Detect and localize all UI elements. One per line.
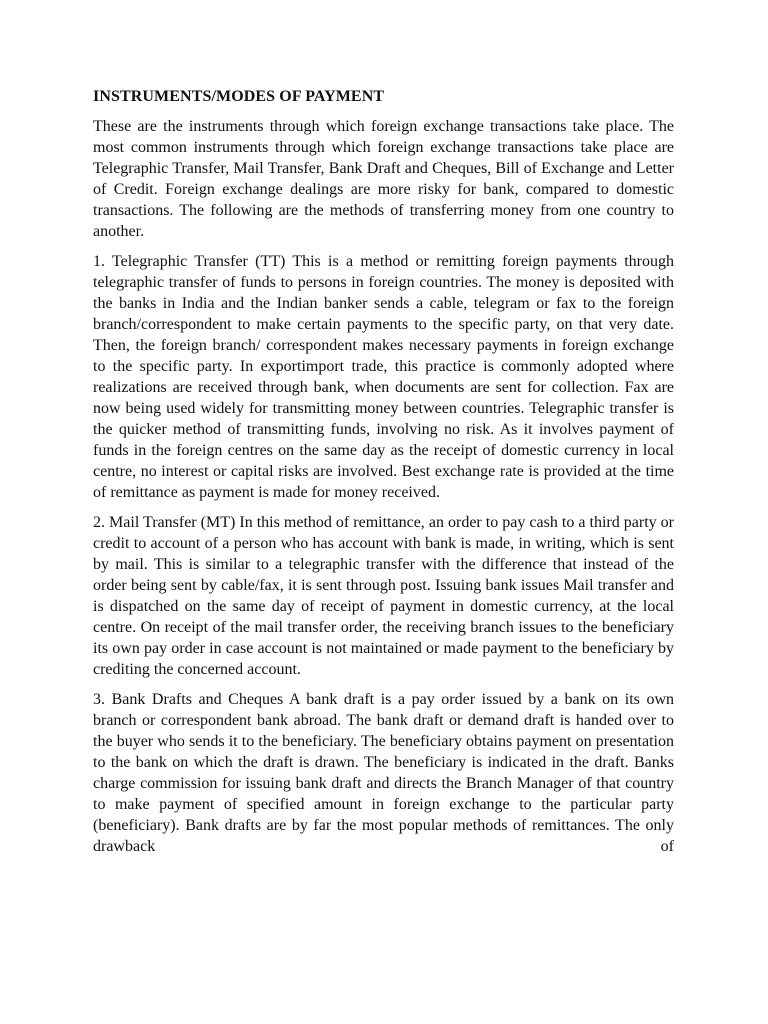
paragraph-intro: These are the instruments through which foreign exchange transactions take place. The most common instruments through which foreign exchange transactions take place are Telegraphic Transfer, Mail Transfer, Bank Draft and Cheques, Bill of Exchange and Letter of Credit. Foreign exchange dealings are more risky for bank, compared to domestic transactions. The following are the methods of transferring money from one country to another. (93, 118, 674, 240)
document-heading: INSTRUMENTS/MODES OF PAYMENT (93, 88, 385, 105)
document-page (93, 86, 674, 866)
paragraph-mail-transfer: 2. Mail Transfer (MT) In this method of remittance, an order to pay cash to a third party or credit to account of a person who has account with bank is made, in writing, which is sent by mail. This is similar to a telegraphic transfer with the difference that instead of the order being sent by cable/fax, it is sent through post. Issuing bank issues Mail transfer and is dispatched on the same day of receipt of payment in domestic currency, at the local centre. On receipt of the mail transfer order, the receiving branch issues to the beneficiary its own pay order in case account is not maintained or made payment to the beneficiary by crediting the concerned account. (93, 514, 674, 678)
paragraph-bank-drafts: 3. Bank Drafts and Cheques A bank draft is a pay order issued by a bank on its own branch or correspondent bank abroad. The bank draft or demand draft is handed over to the buyer who sends it to the beneficiary. The beneficiary obtains payment on presentation to the bank on which the draft is drawn. The beneficiary is indicated in the draft. Banks charge commission for issuing bank draft and directs the Branch Manager of that country to make payment of specified amount in foreign exchange to the particular party (beneficiary). Bank drafts are by far the most popular methods of remittances. The only drawback of (93, 691, 674, 855)
paragraph-telegraphic-transfer: 1. Telegraphic Transfer (TT) This is a method or remitting foreign payments through telegraphic transfer of funds to persons in foreign countries. The money is deposited with the banks in India and the Indian banker sends a cable, telegram or fax to the foreign branch/correspondent to make certain payments to the specific party, on that very date. Then, the foreign branch/ correspondent makes necessary payments in foreign exchange to the specific party. In exportimport trade, this practice is commonly adopted where realizations are received through bank, when documents are sent for collection. Fax are now being used widely for transmitting money between countries. Telegraphic transfer is the quicker method of transmitting funds, involving no risk. As it involves payment of funds in the foreign centres on the same day as the receipt of domestic currency in local centre, no interest or capital risks are involved. Best exchange rate is provided at the time of remittance as payment is made for money received. (93, 253, 674, 501)
